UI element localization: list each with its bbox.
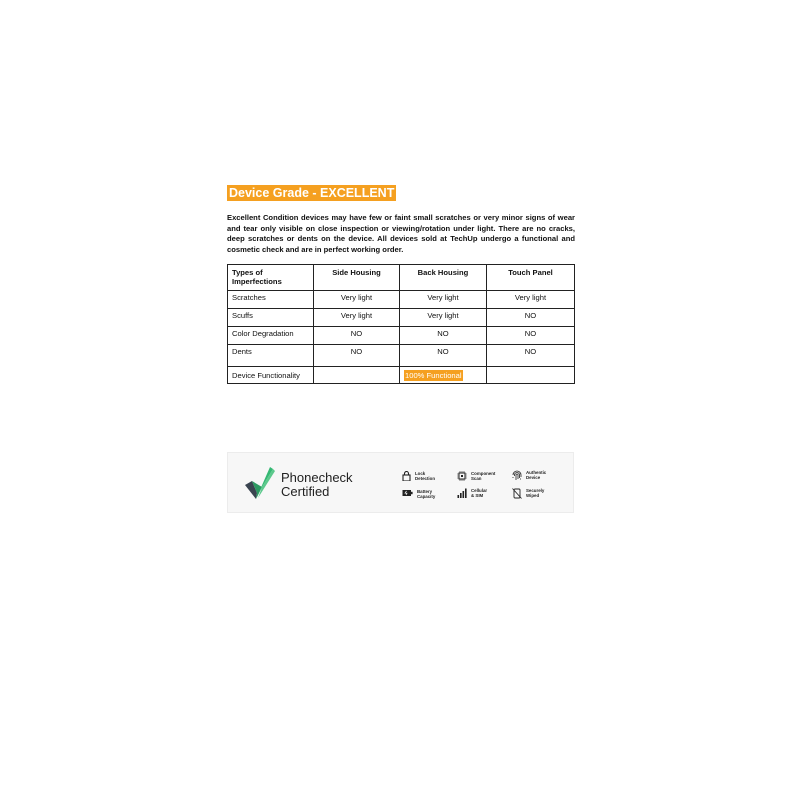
feature-label: & SIM	[471, 493, 484, 498]
feature-battery-capacity	[402, 489, 449, 499]
cell-back: Very light	[400, 309, 487, 327]
cell-side: NO	[314, 345, 400, 367]
cell-touch: NO	[487, 309, 575, 327]
feature-label: Cellular	[471, 488, 488, 493]
grade-document	[227, 183, 575, 380]
feature-component-scan	[457, 471, 503, 481]
cell-touch: NO	[487, 327, 575, 345]
wiped-phone-icon	[512, 488, 522, 499]
cell-back: Very light	[400, 291, 487, 309]
header-touch-panel: Touch Panel	[487, 265, 575, 291]
cell-side: Very light	[314, 309, 400, 327]
table-row	[228, 309, 575, 327]
cell-side	[314, 367, 400, 384]
cell-touch	[487, 367, 575, 384]
feature-label: Detection	[415, 476, 436, 481]
table-header-row	[228, 265, 575, 291]
feature-label: Scan	[471, 476, 482, 481]
brand-line-1: Phonecheck	[281, 470, 353, 485]
table-row	[228, 367, 575, 384]
battery-icon	[402, 489, 413, 497]
grade-description: Excellent Condition devices may have few or faint small scratches or very minor signs of wear and tear only visible on close inspection or viewing/rotation under light. There are no cracks, deep scratches or dents on the device. All devices sold at TechUp undergo a functional and cosmetic check and are in perfect working order.	[227, 213, 575, 255]
feature-label: Wiped	[526, 493, 540, 498]
table-row	[228, 327, 575, 345]
table-row	[228, 291, 575, 309]
grade-title: Device Grade - EXCELLENT	[229, 186, 395, 200]
row-label: Scratches	[228, 291, 314, 309]
row-label: Scuffs	[228, 309, 314, 327]
feature-label: Authentic	[526, 470, 547, 475]
feature-label: Capacity	[417, 494, 436, 499]
signal-bars-icon	[457, 488, 467, 498]
cell-back	[400, 367, 487, 384]
feature-authentic-device	[512, 470, 558, 481]
header-imperfections: Types of Imperfections	[228, 265, 314, 291]
cell-back: NO	[400, 345, 487, 367]
check-logo-icon	[245, 467, 275, 499]
feature-lock-detection	[402, 471, 447, 481]
header-side-housing: Side Housing	[314, 265, 400, 291]
imperfections-table	[227, 264, 575, 384]
brand-name	[281, 471, 353, 498]
brand-line-2: Certified	[281, 484, 330, 499]
feature-label: Component	[471, 471, 496, 476]
feature-label: Device	[526, 475, 541, 480]
cell-back: NO	[400, 327, 487, 345]
cell-touch: NO	[487, 345, 575, 367]
cell-side: NO	[314, 327, 400, 345]
feature-label: Battery	[417, 489, 433, 494]
row-label: Device Functionality	[228, 367, 314, 384]
row-label: Color Degradation	[228, 327, 314, 345]
cell-side: Very light	[314, 291, 400, 309]
header-back-housing: Back Housing	[400, 265, 487, 291]
feature-cellular-sim	[457, 488, 503, 498]
lock-icon	[402, 471, 411, 481]
feature-label: Lock	[415, 471, 426, 476]
chip-icon	[457, 471, 467, 481]
fingerprint-icon	[512, 470, 522, 481]
feature-label: Securely	[526, 488, 545, 493]
functional-highlight: 100% Functional	[405, 370, 462, 380]
row-label: Dents	[228, 345, 314, 367]
table-row	[228, 345, 575, 367]
phonecheck-badge	[227, 452, 574, 513]
feature-securely-wiped	[512, 488, 558, 499]
cell-touch: Very light	[487, 291, 575, 309]
